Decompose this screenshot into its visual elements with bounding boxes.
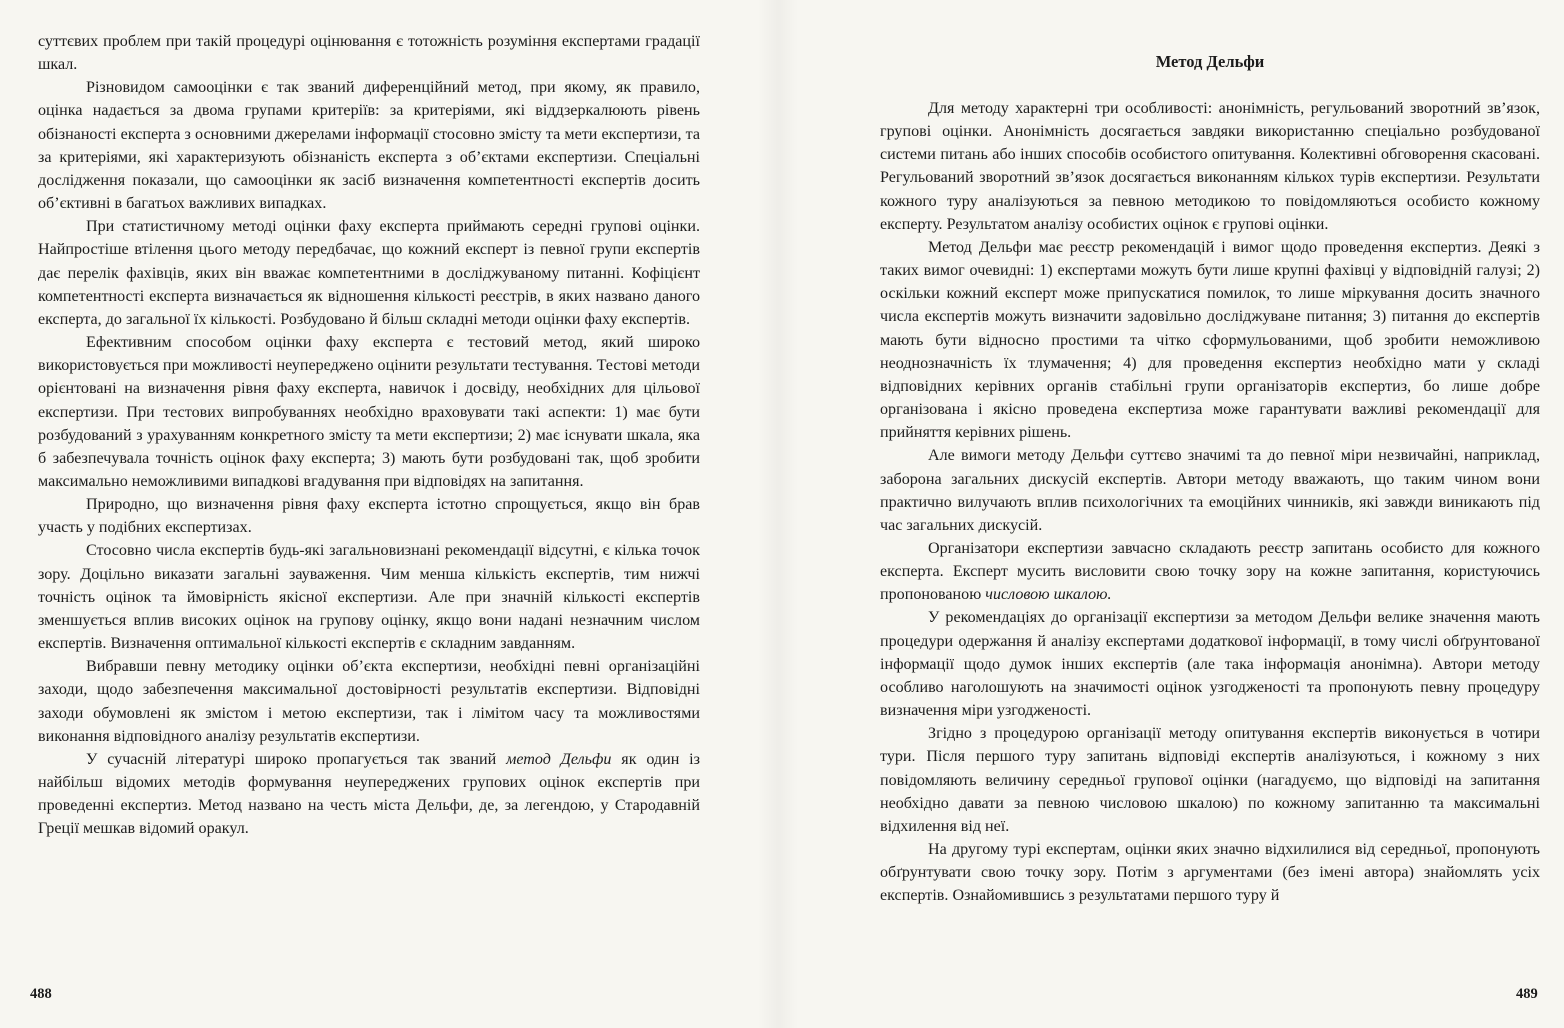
left-page-text	[38, 30, 700, 840]
emphasis-delphi-method: метод Дельфи	[506, 750, 612, 768]
right-page-text	[880, 97, 1540, 907]
paragraph-scale	[880, 537, 1540, 606]
paragraph: У рекомендаціях до організації експертизи за методом Дельфи велике значення мають процедури одержання й аналізу експертами додаткової інформації, в тому числі обґрунтованої інформації щодо думок інших експертів (але така інформація анонімна). Автори методу особливо наголошують на значимості оцінок узгодженості та пропонують певну процедуру визначення міри узгодженості.	[880, 609, 1540, 720]
paragraph: На другому турі експертам, оцінки яких значно відхилилися від середньої, пропонують обґрунтувати свою точку зору. Потім з аргументами (без імені автора) знайомлять усіх експертів. Ознайомившись з результатами першого туру й	[880, 841, 1540, 905]
page-number: 489	[1516, 986, 1538, 1002]
page-number: 488	[30, 986, 52, 1002]
text-run: як один із найбільш відомих методів формування неупереджених групових оцінок експертів при проведенні експертиз. Метод названо на честь міста Дельфи, де, за легендою, у Стародавній Греції мешкав відомий оракул.	[38, 750, 701, 838]
text-run: У сучасній літературі широко пропагується так званий	[86, 750, 507, 768]
paragraph: Ефективним способом оцінки фаху експерта є тестовий метод, який широко використовується при можливості неупереджено оцінити результати тестування. Тестові методи орієнтовані на визначення рівня фаху експерта, навичок і досвіду, необхідних для цільової експертизи. При тестових випробуваннях необхідно враховувати такі аспекти: 1) має бути розбудований з урахуванням конкретного змісту та мети експертизи; 2) має існувати шкала, яка б забезпечувала точність оцінок фаху експерта; 3) мають бути розбудовані так, щоб зробити максимально неможливими випадкові вгадування при відповідях на запитання.	[38, 334, 700, 490]
paragraph: Метод Дельфи має реєстр рекомендацій і вимог щодо проведення експертиз. Деякі з таких вимог очевидні: 1) експертами можуть бути лише крупні фахівці у відповідній галузі; 2) оскільки кожний експерт може припускатися помилок, то лише міркування досить значного числа експертів можуть визначити задовільно досліджуване питання; 3) питання до експертів мають бути відносно простими та чітко сформульованими, щоб зробити неможливою неоднозначність їх тлумачення; 4) для проведення експертиз необхідно мати у складі відповідних керівних органів стабільні групи організаторів експертиз, бо лише добре організована і якісно проведена експертиза може гарантувати важливі рекомендації для прийняття керівних рішень.	[880, 238, 1540, 442]
emphasis-numeric-scale: числовою шкалою.	[985, 586, 1112, 604]
paragraph: суттєвих проблем при такій процедурі оцінювання є тотожність розуміння експертами градації шкал.	[38, 33, 700, 74]
section-heading: Метод Дельфи	[1155, 52, 1265, 71]
right-page	[790, 0, 1564, 1028]
paragraph: Природно, що визначення рівня фаху експерта істотно спрощується, якщо він брав участь у подібних експертизах.	[38, 496, 700, 537]
paragraph: Стосовно числа експертів будь-які загальновизнані рекомендації відсутні, є кілька точок зору. Доцільно виказати загальні зауваження. Чим менша кількість експертів, тим нижчі точність оцінок та ймовірність якісної експертизи. Але при значній кількості експертів зменшується вплив високих оцінок на групову оцінку, якщо вони надані незначним числом експертів. Визначення оптимальної кількості експертів є складним завданням.	[38, 542, 700, 653]
paragraph: Для методу характерні три особливості: анонімність, регульований зворотний зв’язок, групові оцінки. Анонімність досягається завдяки використанню спеціально розбудованої системи питань або інших способів особистого опитування. Колективні обговорення скасовані. Регульований зворотний зв’язок досягається виконанням кількох турів експертизи. Результати кожного туру аналізуються за певною методикою то повідомляються особисто кожному експерту. Результатом аналізу особистих оцінок є групові оцінки.	[880, 100, 1540, 233]
left-page	[0, 0, 760, 1028]
paragraph: Згідно з процедурою організації методу опитування експертів виконується в чотири тури. Після першого туру запитань відповіді експертів аналізуються, і кожному з них повідомляють величину середньої групової оцінки (нагадуємо, що відповіді на запитання необхідно давати за певною числовою шкалою) по кожному запитанню та максимальні відхилення від неї.	[880, 725, 1540, 835]
paragraph-delphi-intro	[38, 748, 700, 841]
paragraph: Вибравши певну методику оцінки об’єкта експертизи, необхідні певні організаційні заходи, щодо забезпечення максимальної достовірності результатів експертизи. Відповідні заходи обумовлені як змістом і метою експертизи, так і лімітом часу та можливостями виконання відповідного аналізу результатів експертизи.	[38, 658, 700, 745]
paragraph: Але вимоги методу Дельфи суттєво значимі та до певної міри незвичайні, наприклад, заборона загальних дискусій експертів. Автори методу вважають, що таким чином вони практично вилучають вплив психологічних та емоційних чинників, які завжди виникають під час загальних дискусій.	[880, 447, 1540, 534]
text-run: Організатори експертизи завчасно складають реєстр запитань особисто для кожного експерта. Експерт мусить висловити свою точку зору на кожне запитання, користуючись пропонованою	[880, 539, 1540, 604]
paragraph: При статистичному методі оцінки фаху експерта приймають середні групові оцінки. Найпростіше втілення цього методу передбачає, що кожний експерт із певної групи експертів дає перелік фахівців, яких він вважає компетентними в досліджуваному питанні. Кофіцієнт компетентності експерта визначається як відношення кількості реєстрів, в яких названо даного експерта, до загальної їх кількості. Розбудовано й більш складні методи оцінки фаху експертів.	[38, 218, 700, 328]
paragraph: Різновидом самооцінки є так званий диференційний метод, при якому, як правило, оцінка надається за двома групами критеріїв: за критеріями, які віддзеркалюють рівень обізнаності експерта з основними джерелами інформації стосовно змісту та мети експертизи, та за критеріями, які характеризують обізнаність експерта з об’єктами експертизи. Спеціальні дослідження показали, що самооцінки як засіб визначення компетентності експертів досить об’єктивні в багатьох важливих випадках.	[38, 79, 700, 213]
